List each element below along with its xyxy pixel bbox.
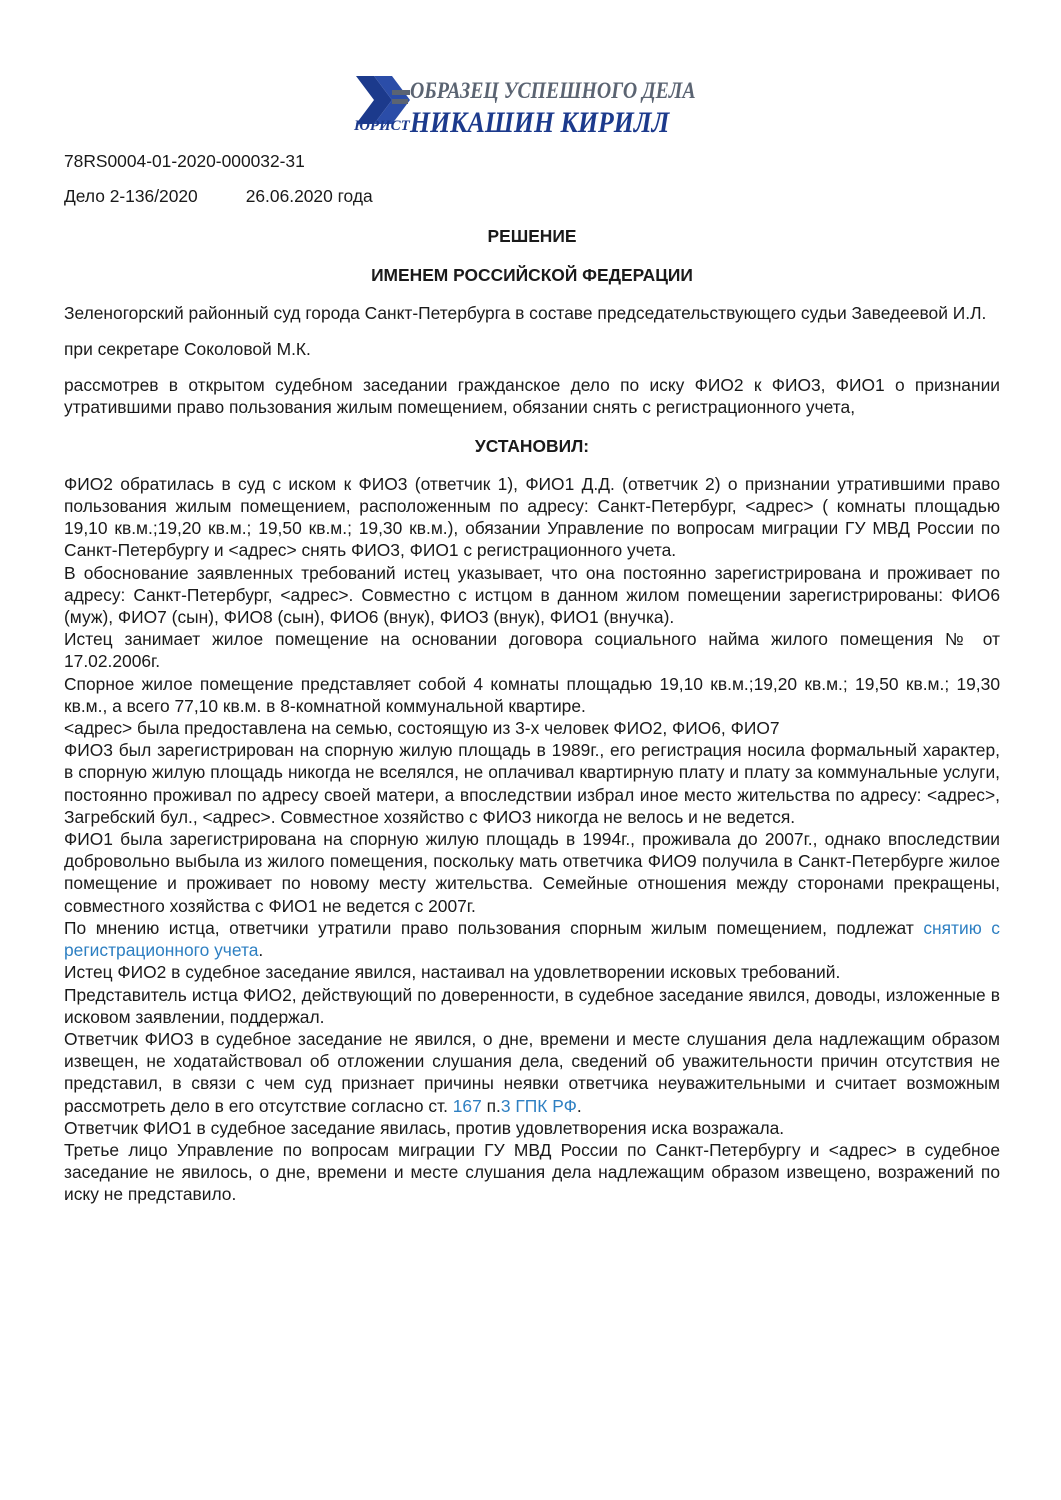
intro-secretary: при секретаре Соколовой М.К. (64, 339, 311, 360)
paragraph: Истец занимает жилое помещение на основании договора социального найма жилого помещения № от 17.02.2006г. (64, 629, 1000, 672)
paragraph-text: . (258, 940, 264, 961)
document-title: РЕШЕНИЕ (487, 226, 577, 247)
logo-tagline: ОБРАЗЕЦ УСПЕШНОГО ДЕЛА (410, 78, 696, 103)
paragraph: Представитель истца ФИО2, действующий по доверенности, в судебное заседание явился, доводы, изложенные в исковом заявлении, поддержал. (64, 984, 1000, 1027)
paragraph: ФИО2 обратилась в суд с иском к ФИО3 (ответчик 1), ФИО1 Д.Д. (ответчик 2) о признании утратившими право пользования жилым помещением, расположенным по адресу: Санкт-Петербург, <адрес> ( комнаты площадью 19,10 кв.м.;19,20 кв.м.; 19,50 кв.м.; 19,30 кв.м.), обязании Управление по вопросам миграции ГУ МВД России по Санкт-Петербургу и <адрес> снять ФИО3, ФИО1 с регистрационного учета. (64, 473, 1000, 561)
paragraph (64, 917, 1000, 961)
paragraph-text: . (576, 1095, 582, 1116)
intro-court: Зеленогорский районный суд города Санкт-Петербурга в составе председательствующего судьи Заведеевой И.Л. (64, 302, 987, 323)
paragraph: Ответчик ФИО1 в судебное заседание явилась, против удовлетворения иска возражала. (64, 1117, 785, 1138)
established-heading: УСТАНОВИЛ: (474, 435, 590, 456)
logo-name: НИКАШИН КИРИЛЛ (410, 106, 670, 139)
logo (352, 70, 696, 140)
paragraph-text: Ответчик ФИО3 в судебное заседание не явился, о дне, времени и месте слушания дела надлежащим образом извещен, не ходатайствовал об отложении слушания дела, сведений об уважительности причин отсутствия не представил, в связи с чем суд признает причины неявки ответчика неуважительными и считает возможным рассмотреть дело в его отсутствие согласно ст. (64, 1028, 1000, 1116)
paragraph: В обоснование заявленных требований истец указывает, что она постоянно зарегистрирована и проживает по адресу: Санкт-Петербург, <адрес>. Совместно с истцом в данном жилом помещении зарегистрированы: ФИО6 (муж), ФИО7 (сын), ФИО8 (сын), ФИО6 (внук), ФИО3 (внук), ФИО1 (внучка). (64, 562, 1000, 628)
paragraph: Третье лицо Управление по вопросам миграции ГУ МВД России по Санкт-Петербургу и <адрес> в судебное заседание не явилось, о дне, времени и месте слушания дела надлежащим образом извещено, возражений по иску не представило. (64, 1139, 1000, 1205)
document-subtitle: ИМЕНЕМ РОССИЙСКОЙ ФЕДЕРАЦИИ (371, 264, 693, 285)
paragraph: Спорное жилое помещение представляет собой 4 комнаты площадью 19,10 кв.м.;19,20 кв.м.; 19,50 кв.м.; 19,30 кв.м., а всего 77,10 кв.м. в 8-комнатной коммунальной квартире. (64, 673, 1000, 716)
paragraph-text: п. (481, 1095, 501, 1116)
case-number: Дело 2-136/2020 (64, 186, 198, 207)
paragraph (64, 1028, 1000, 1117)
paragraph: <адрес> была предоставлена на семью, состоящую из 3-х человек ФИО2, ФИО6, ФИО7 (64, 718, 780, 739)
case-date: 26.06.2020 года (245, 186, 373, 207)
document-body (64, 150, 1000, 1206)
findings (64, 473, 1000, 1206)
logo-small-label: ЮРИСТ (354, 118, 410, 134)
paragraph: Истец ФИО2 в судебное заседание явился, настаивал на удовлетворении исковых требований. (64, 962, 841, 983)
gpk-rf-link[interactable]: 3 ГПК РФ (500, 1095, 577, 1116)
paragraph-text: По мнению истца, ответчики утратили право пользования спорным жилым помещением, подлежат (64, 917, 924, 938)
deregistration-link[interactable]: снятию с регистрационного учета (64, 917, 1000, 961)
paragraph: ФИО1 была зарегистрирована на спорную жилую площадь в 1994г., проживала до 2007г., однако впоследствии добровольно выбыла из жилого помещения, поскольку мать ответчика ФИО9 получила в Санкт-Петербурге жилое помещение и проживает по новому месту жительства. Семейные отношения между сторонами прекращены, совместного хозяйства с ФИО1 не ведется с 2007г. (64, 829, 1000, 916)
article-167-link[interactable]: 167 (452, 1095, 482, 1116)
case-header-line (64, 185, 1000, 207)
intro-considered: рассмотрев в открытом судебном заседании гражданское дело по иску ФИО2 к ФИО3, ФИО1 о признании утратившими право пользования жилым помещением, обязании снять с регистрационного учета, (64, 375, 1000, 418)
paragraph: ФИО3 был зарегистрирован на спорную жилую площадь в 1989г., его регистрация носила формальный характер, в спорную жилую площадь никогда не вселялся, не оплачивал квартирную плату и плату за коммунальные услуги, постоянно проживал по адресу своей матери, а впоследствии избрал иное место жительства по адресу: <адрес>, Загребский бул., <адрес>. Совместное хозяйство с ФИО3 никогда не велось и не ведется. (64, 740, 1000, 827)
case-uid: 78RS0004-01-2020-000032-31 (64, 151, 305, 171)
